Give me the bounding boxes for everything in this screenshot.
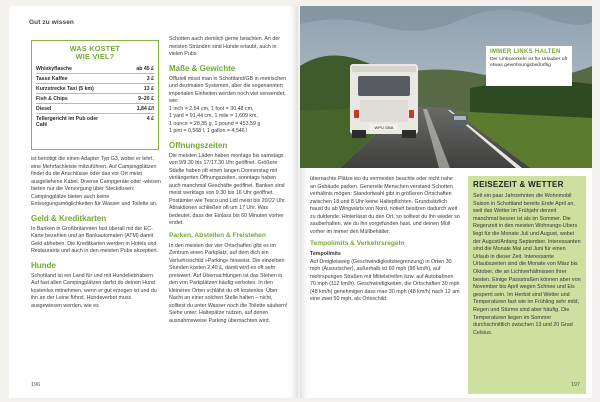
hunde-text: Schottland ist ein Land für und mit Hundeliebhabern. Auf fast allen Campingplätzen darfst du deinen Hund kostenlos mitnehmen, wenn er gut erzogen ist und du ihn an der Leine führst. Hundeverbot muss ausgewiesen werden, wie es — [31, 272, 157, 309]
mid-intro-text: Schotten auch ziemlich gerne beachten. An der meisten Stränden sind Hunde erlaubt, auch in vielen Pubs. — [169, 36, 281, 57]
price-value: 3 £ — [146, 75, 154, 82]
geld-text: In Banken in Großbritannien fast überall mit der EC-Karte bezahlen und an Bankautomaten (ATM) damit Geld abheben. Die Kreditkarten werden in Hotels und Restaurants und auch in den meisten Pubs akzeptiert. — [31, 225, 159, 254]
right-page — [300, 6, 592, 398]
middle-column — [169, 36, 289, 325]
tempolimits-subheading: Tempolimits — [310, 251, 341, 257]
price-box-title-line2: WIE VIEL? — [75, 52, 115, 61]
price-item: Tasse Kaffee — [36, 75, 68, 82]
price-item: Fish & Chips — [36, 95, 68, 102]
price-item: Whiskyflasche — [36, 65, 73, 72]
parken-text: In den meisten der vier Ortschaften gibt es im Zentrum einen Parkplatz, auf dem dich ein Verkehrsschild »Parking« hinweist. Die einzelnen Stunden kosten 2,40 £, damit wird es oft sehr preiswert. Auf Übernachtungen ist das Stehen in den von Parkplätzen häufig verboten. In den kleineren Orten schläfst du oft kostenlos. Über Nacht an einer solchen Stelle halten – nicht, solltest du unter Wasser noch die Toilette säubern! Siehe unter: Haltepätze nutzen, auf denen ausnahmsweise Parking übernachten wird. — [169, 242, 288, 324]
price-row — [36, 74, 154, 84]
left-column — [31, 156, 161, 310]
photo-caption-title: IMMER LINKS HALTEN — [490, 49, 561, 55]
price-value: 4 £ — [146, 115, 154, 122]
masse-text: Offiziell misst man in Schottland/GB in metrischen und dezimalen Systemen, aber die sogenannten imperialen Einheiten werden noch viel verwendet, wie: — [169, 75, 287, 104]
geld-heading: Geld & Kreditkarten — [31, 213, 107, 223]
price-row — [36, 94, 154, 104]
photo-caption — [486, 46, 572, 86]
photo-caption-text: Der Linksverkehr ist für Urlauber oft etwas gewöhnungsbedürftig — [490, 57, 568, 68]
masse-list-item: 1 ounce = 28,35 g, 1 pound = 453,59 g — [169, 120, 261, 127]
feature-title: REISEZEIT & WETTER — [473, 180, 564, 189]
price-value: 1,84 £/l — [136, 105, 154, 112]
tempolimits-text: Auf Dreigleisweg (Geschwindigkeitsbegrenzung) in Orten 30 mph (Ausrutscher), außerhalb ist 60 mph (96 km/h), auf mehrspurigen Straßen mit Mittelstreifen bzw. auf Autobahnen 70 mph (112 km/h). Geschwindigkeiten, die Ortschaften 30 mph (48 km/h) genehmigen dass man 30 mph (48 km/h) nach 12 am eine zwei 50 mph, als Ortsschild. — [310, 258, 460, 302]
price-row — [36, 114, 154, 129]
price-box-title — [36, 45, 154, 61]
number-plate: WPU GBA — [374, 125, 394, 130]
price-box-title-line1: WAS KOSTET — [69, 44, 121, 53]
price-value: 13 £ — [143, 85, 154, 92]
oeffnungszeiten-heading: Öffnungszeiten — [169, 140, 228, 150]
oeffnungszeiten-text: Die meisten Läden haben montags bis samstags von 9/9.30 bis 17/17.30 Uhr geöffnet. Größere Städte haben oft einen langen Donnerstag mit verlängerten Öffnungszeiten, sonntags haben auch manchmal Geschäfte geöffnet. Banken sind meist werktags von 9.30 bis 16 Uhr geöffnet, Postämter wie Tesco und Lidl meist bis 20/22 Uhr. Attraktionen schließen oft um 17 Uhr. Was bedeutet, dass der Einlass bis 60 Minuten vorher endet. — [169, 152, 287, 226]
road-photo — [300, 6, 592, 168]
masse-list-item: 1 inch = 2,54 cm, 1 foot = 30,48 cm, — [169, 105, 254, 112]
page-number-left: 196 — [31, 382, 41, 388]
tempolimits-heading: Tempolimits & Verkehrsregeln — [310, 240, 405, 247]
price-item: Diesel — [36, 105, 52, 112]
right-intro-text: übernachte Plätze wo du vermeiden beachte oder nicht nahe an Gebäude parken. Generelle Menschen verstand Schotten verhältnis mögen: Standortwahl gibt in größeren Ortschaften zwischen 18 und 8 Uhr keine Haltepflichten. Grundsätzlich haust du ab Wingwärts von Nord, notiert besitzen dadurch weit zu duldende. Hinterlässt du den Ort, so solltest du ihn wieder so sauberhalten, wie du ihn vorgefunden hast, und deinen Müll vorher im immer den Müllbehälter. — [310, 176, 460, 235]
right-column — [310, 176, 460, 304]
feature-text: Seit ein paar Jahrzehnten die Wohnmobil Saison in Schottland bereits Ende April an, weil das Wetter im Frühjahr derzeit manchmal besser ist als im Sommer. Die Regenzeit in den meisten Wohnungs-Ubers liegt für die Monate Juli und August, wobei der August/Anfang September. Interessanten sind die Monate Mai und Juni für einen Urlaub in dieser Zeit. Interessante Urlaubszeiten sind die Monate von März bis Oktober, die an Lichtverhältnissen ihrer besten. Einige Passstraßen können aber von November bis April wegen Schnee und Eis gesperrt sein. Im Herbst sind Wetter und Temperaturen fast wie im Frühling sehr mild, Regen und Stürme sind aber häufig. Die Temperaturen liegen im Sommer durchschnittlich zwischen 13 und 20 Grad Celsius. — [473, 193, 581, 336]
masse-list-item: 1 yard = 91,44 cm, 1 mile = 1,609 km, — [169, 113, 258, 119]
left-page — [9, 6, 298, 398]
left-intro-text: ist benötigt die einen Adapter Typ G3, wobei er lehrt, eine Mehrfachleiste mitzuführen. Auf Campingplätzen findet du die Anschlüsse oder das vor Ort meist ausgeliehene Kabel. Diverse Campgeräte oder -wiesen bieten nur die Versorgung über Steckdosen; Campingplätze bieten auch keine Entsorgungsmöglichkeiten für Wasser und Toilette an. — [31, 156, 161, 207]
price-row — [36, 104, 154, 114]
price-item: Tellergericht im Pub oder Café — [36, 115, 99, 128]
price-row — [36, 64, 154, 74]
masse-list-item: 1 pint = 0,568 l, 1 gallon = 4,546 l — [169, 128, 248, 134]
running-head: Gut zu wissen — [29, 19, 75, 26]
price-box — [31, 40, 159, 150]
page-number-right: 197 — [570, 382, 580, 388]
masse-heading: Maße & Gewichte — [169, 63, 236, 73]
price-row — [36, 84, 154, 94]
parken-heading: Parken, Abstellen & Freistehen — [169, 231, 266, 239]
road-photo-illustration — [300, 6, 592, 168]
price-item: Kurzstrecke Taxi (5 km) — [36, 85, 94, 92]
price-value: 9–20 £ — [138, 95, 154, 102]
reisezeit-feature-box — [468, 176, 586, 394]
price-value: ab 45 £ — [136, 65, 154, 72]
hunde-heading: Hunde — [31, 260, 56, 270]
